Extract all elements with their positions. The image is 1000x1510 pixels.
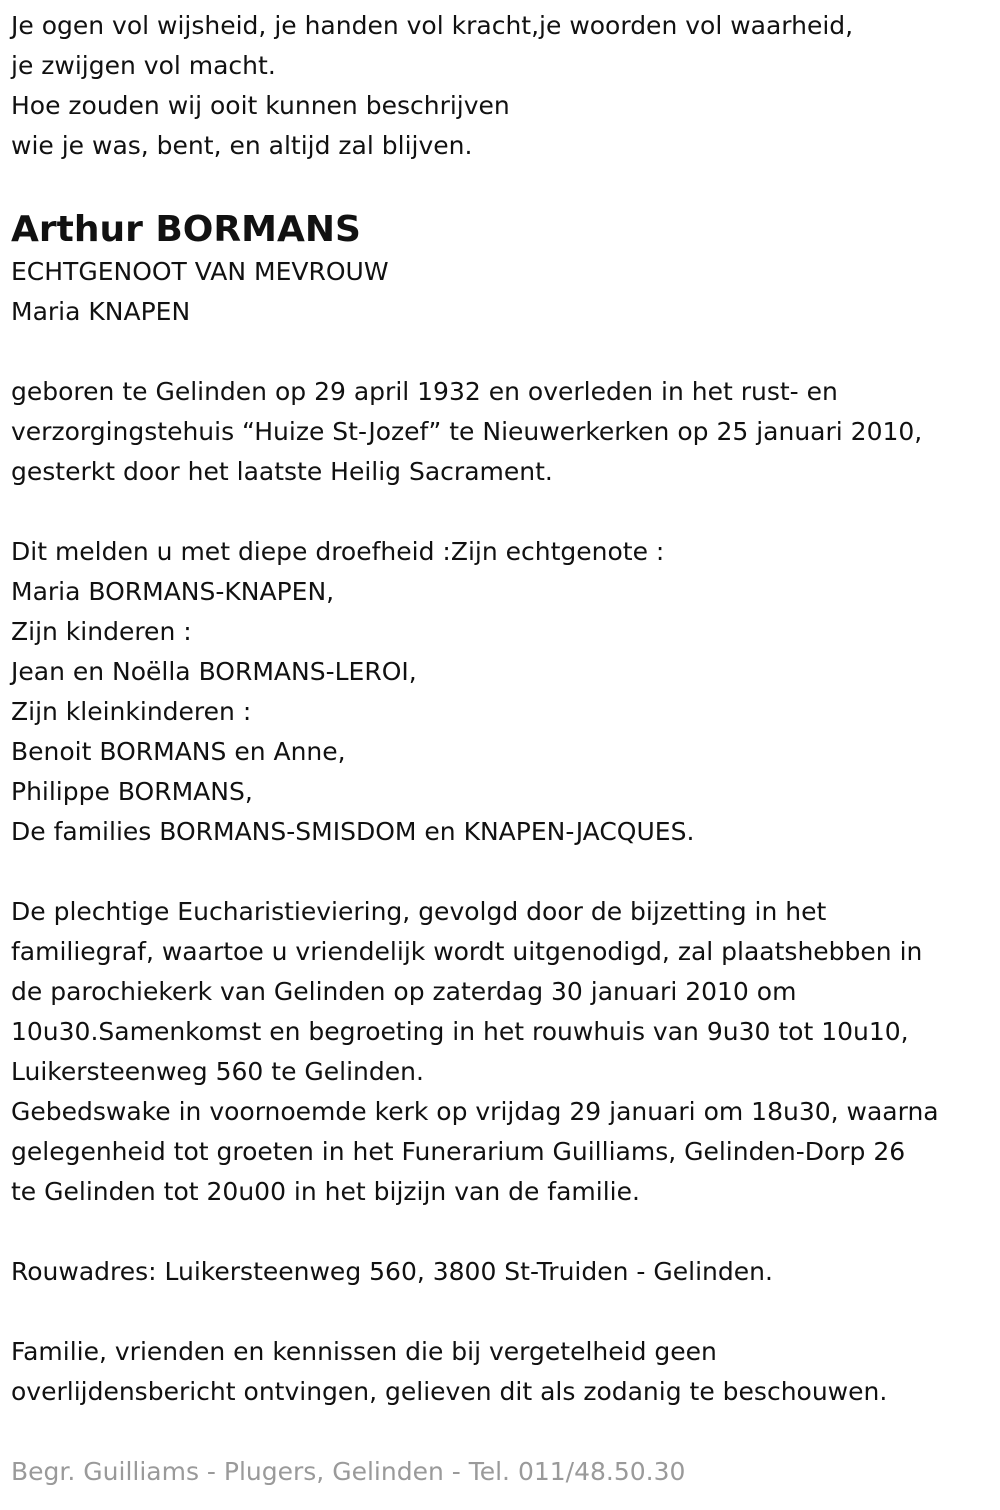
spacer: [11, 492, 993, 532]
paragraph-line: familiegraf, waartoe u vriendelijk wordt uitgenodigd, zal plaatshebben in: [11, 937, 923, 966]
birth-death-paragraph: [11, 372, 993, 492]
family-line: Dit melden u met diepe droefheid :Zijn echtgenote :: [11, 537, 665, 566]
poem-line: je zwijgen vol macht.: [11, 51, 276, 80]
paragraph-line: Luikersteenweg 560 te Gelinden.: [11, 1057, 424, 1086]
paragraph-line: geboren te Gelinden op 29 april 1932 en overleden in het rust- en: [11, 377, 838, 406]
spacer: [11, 332, 993, 372]
spacer: [11, 1412, 993, 1452]
paragraph-line: verzorgingstehuis “Huize St-Jozef” te Nieuwerkerken op 25 januari 2010,: [11, 417, 923, 446]
paragraph-line: 10u30.Samenkomst en begroeting in het rouwhuis van 9u30 tot 10u10,: [11, 1017, 909, 1046]
paragraph-line: Familie, vrienden en kennissen die bij vergetelheid geen: [11, 1337, 717, 1366]
ceremony-paragraph: [11, 892, 993, 1212]
family-line: Benoit BORMANS en Anne,: [11, 737, 346, 766]
family-line: Zijn kinderen :: [11, 617, 192, 646]
family-line: Maria BORMANS-KNAPEN,: [11, 577, 335, 606]
undertaker-footer: Begr. Guilliams - Plugers, Gelinden - Tel. 011/48.50.30: [11, 1457, 686, 1486]
spacer: [11, 852, 993, 892]
paragraph-line: gesterkt door het laatste Heilig Sacrament.: [11, 457, 553, 486]
spacer: [11, 1212, 993, 1252]
paragraph-line: De plechtige Eucharistieviering, gevolgd door de bijzetting in het: [11, 897, 827, 926]
paragraph-line: gelegenheid tot groeten in het Funerarium Guilliams, Gelinden-Dorp 26: [11, 1137, 906, 1166]
family-line: Jean en Noëlla BORMANS-LEROI,: [11, 657, 417, 686]
family-line: Zijn kleinkinderen :: [11, 697, 252, 726]
mourning-address: Rouwadres: Luikersteenweg 560, 3800 St-Truiden - Gelinden.: [11, 1257, 773, 1286]
obituary-notice: [11, 6, 993, 1492]
spouse-name: Maria KNAPEN: [11, 297, 191, 326]
poem-line: wie je was, bent, en altijd zal blijven.: [11, 131, 473, 160]
paragraph-line: te Gelinden tot 20u00 in het bijzijn van de familie.: [11, 1177, 640, 1206]
paragraph-line: overlijdensbericht ontvingen, gelieven dit als zodanig te beschouwen.: [11, 1377, 888, 1406]
relation-label: ECHTGENOOT VAN MEVROUW: [11, 257, 389, 286]
poem-line: Hoe zouden wij ooit kunnen beschrijven: [11, 91, 510, 120]
family-line: De families BORMANS-SMISDOM en KNAPEN-JACQUES.: [11, 817, 695, 846]
family-line: Philippe BORMANS,: [11, 777, 253, 806]
poem: [11, 6, 993, 166]
paragraph-line: de parochiekerk van Gelinden op zaterdag 30 januari 2010 om: [11, 977, 797, 1006]
spacer: [11, 1292, 993, 1332]
poem-line: Je ogen vol wijsheid, je handen vol kracht,je woorden vol waarheid,: [11, 11, 854, 40]
notice-paragraph: [11, 1332, 993, 1412]
family-list: [11, 532, 993, 852]
paragraph-line: Gebedswake in voornoemde kerk op vrijdag 29 januari om 18u30, waarna: [11, 1097, 939, 1126]
deceased-name: Arthur BORMANS: [11, 209, 361, 250]
